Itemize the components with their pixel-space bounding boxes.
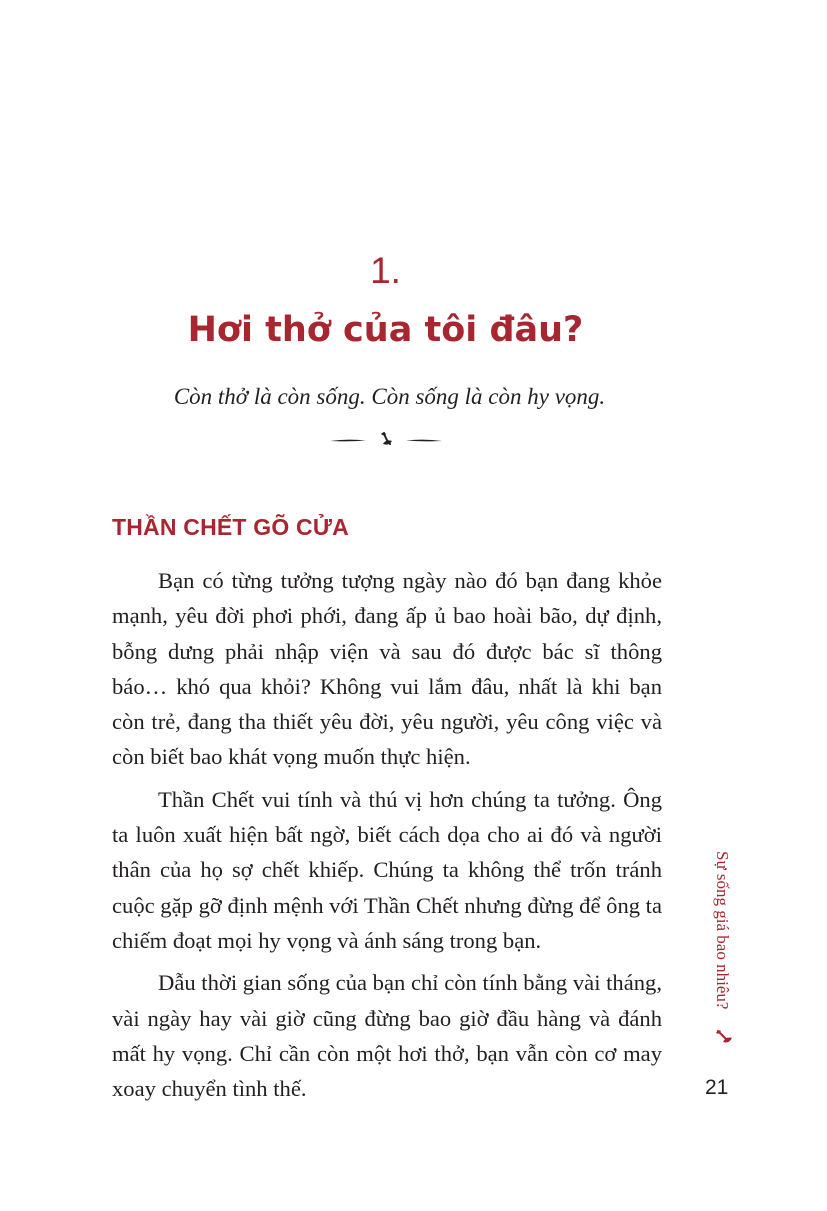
body-text (112, 563, 662, 1113)
section-heading: THẦN CHẾT GÕ CỬA (112, 514, 349, 540)
sprout-icon (714, 1027, 734, 1047)
running-head-title: Sự sống giá bao nhiêu? (713, 851, 732, 1010)
paragraph: Bạn có từng tưởng tượng ngày nào đó bạn đang khỏe mạnh, yêu đời phơi phới, đang ấp ủ bao hoài bão, dự định, bỗng dưng phải nhập viện và sau đó được bác sĩ thông báo… khó qua khỏi? Không vui lắm đâu, nhất là khi bạn còn trẻ, đang tha thiết yêu đời, yêu người, yêu công việc và còn biết bao khát vọng muốn thực hiện. (112, 568, 662, 770)
ornament-divider-icon (328, 428, 444, 452)
chapter-number: 1. (370, 250, 401, 291)
chapter-title: Hơi thở của tôi đâu? (187, 310, 584, 350)
paragraph: Thần Chết vui tính và thú vị hơn chúng ta tưởng. Ông ta luôn xuất hiện bất ngờ, biết cách dọa cho ai đó và người thân của họ sợ chết khiếp. Chúng ta không thể trốn tránh cuộc gặp gỡ định mệnh với Thần Chết nhưng đừng để ông ta chiếm đoạt mọi hy vọng và ánh sáng trong bạn. (112, 786, 662, 953)
page-number: 21 (705, 1076, 729, 1099)
running-head (708, 851, 738, 1051)
epigraph: Còn thở là còn sống. Còn sống là còn hy vọng. (173, 384, 606, 409)
paragraph: Dẫu thời gian sống của bạn chỉ còn tính bằng vài tháng, vài ngày hay vài giờ cũng đừng bao giờ đầu hàng và đánh mất hy vọng. Chỉ cần còn một hơi thở, bạn vẫn còn cơ may xoay chuyển tình thế. (112, 970, 662, 1102)
